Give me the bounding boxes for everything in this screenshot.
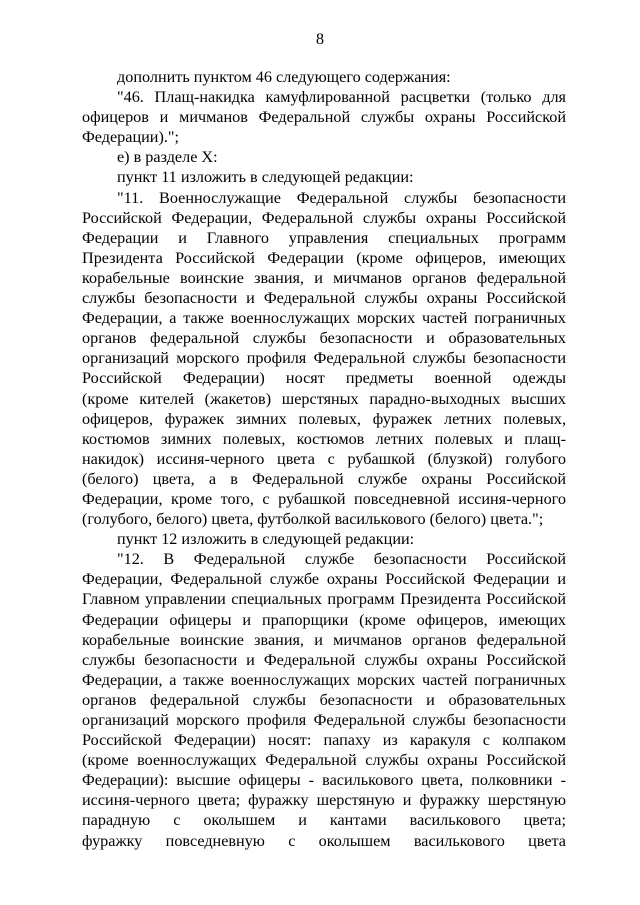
text-line: Федерации): высшие офицеры - василькового цвета, полковники - xyxy=(82,771,566,790)
text-line: Федерации и Главного управления специальных программ xyxy=(82,228,566,247)
text-line: иссиня-черного цвета; фуражку шерстяную и фуражку шерстяную xyxy=(82,791,566,810)
text-line: костюмов зимних полевых, костюмов летних полевых и плащ- xyxy=(82,429,566,448)
text-line: Российской Федерации) носят предметы военной одежды xyxy=(82,369,566,388)
text-line: Федерации, Федеральной службе охраны Российской Федерации и xyxy=(82,570,566,589)
text-line: "12. В Федеральной службе безопасности Российской xyxy=(117,550,566,569)
text-line: дополнить пунктом 46 следующего содержания: xyxy=(117,68,451,86)
text-line: (кроме военнослужащих Федеральной службы охраны Российской xyxy=(82,751,566,770)
document-body xyxy=(82,67,566,851)
text-line: пункт 11 изложить в следующей редакции: xyxy=(117,168,414,187)
text-line: корабельные воинские звания, и мичманов органов федеральной xyxy=(82,630,566,649)
text-line: Российской Федерации) носят: папаху из каракуля с колпаком xyxy=(82,731,566,750)
text-line: корабельные воинские звания, и мичманов органов федеральной xyxy=(82,268,566,287)
text-line: (кроме кителей (жакетов) шерстяных парадно-выходных высших xyxy=(82,389,566,408)
text-line: Федерации офицеры и прапорщики (кроме офицеров, имеющих xyxy=(82,610,566,629)
text-line: (белого) цвета, а в Федеральной службе охраны Российской xyxy=(82,469,566,488)
text-line: офицеров, фуражек зимних полевых, фуражек летних полевых, xyxy=(82,409,566,428)
text-line: офицеров и мичманов Федеральной службы охраны Российской xyxy=(82,108,566,127)
page-number: 8 xyxy=(316,31,324,48)
text-line: фуражку повседневную с околышем василькового цвета xyxy=(82,831,566,850)
text-line: парадную с околышем и кантами василькового цвета; xyxy=(82,811,566,830)
text-line: "11. Военнослужащие Федеральной службы безопасности xyxy=(117,188,566,207)
text-line: Федерации, кроме того, с рубашкой повседневной иссиня-черного xyxy=(82,489,566,508)
text-line: органов федеральной службы безопасности и образовательных xyxy=(82,690,566,709)
text-line: службы безопасности и Федеральной службы охраны Российской xyxy=(82,289,566,308)
text-line: е) в разделе X: xyxy=(117,148,218,167)
text-line: Российской Федерации, Федеральной службы охраны Российской xyxy=(82,208,566,227)
text-line: организаций морского профиля Федеральной службы безопасности xyxy=(82,711,566,729)
text-line: Федерации, а также военнослужащих морских частей пограничных xyxy=(82,670,566,689)
text-line: (голубого, белого) цвета, футболкой василькового (белого) цвета."; xyxy=(82,510,544,529)
text-line: накидок) иссиня-черного цвета с рубашкой (блузкой) голубого xyxy=(82,449,566,468)
text-line: Президента Российской Федерации (кроме офицеров, имеющих xyxy=(82,248,566,267)
text-line: пункт 12 изложить в следующей редакции: xyxy=(117,530,415,549)
text-line: Федерации)."; xyxy=(82,128,179,147)
text-line: службы безопасности и Федеральной службы охраны Российской xyxy=(82,650,566,669)
text-line: Федерации, а также военнослужащих морских частей пограничных xyxy=(82,309,566,328)
text-line: организаций морского профиля Федеральной службы безопасности xyxy=(82,349,566,368)
text-line: "46. Плащ-накидка камуфлированной расцветки (только для xyxy=(117,88,566,107)
text-line: Главном управлении специальных программ Президента Российской xyxy=(82,590,566,609)
text-line: органов федеральной службы безопасности и образовательных xyxy=(82,329,566,348)
